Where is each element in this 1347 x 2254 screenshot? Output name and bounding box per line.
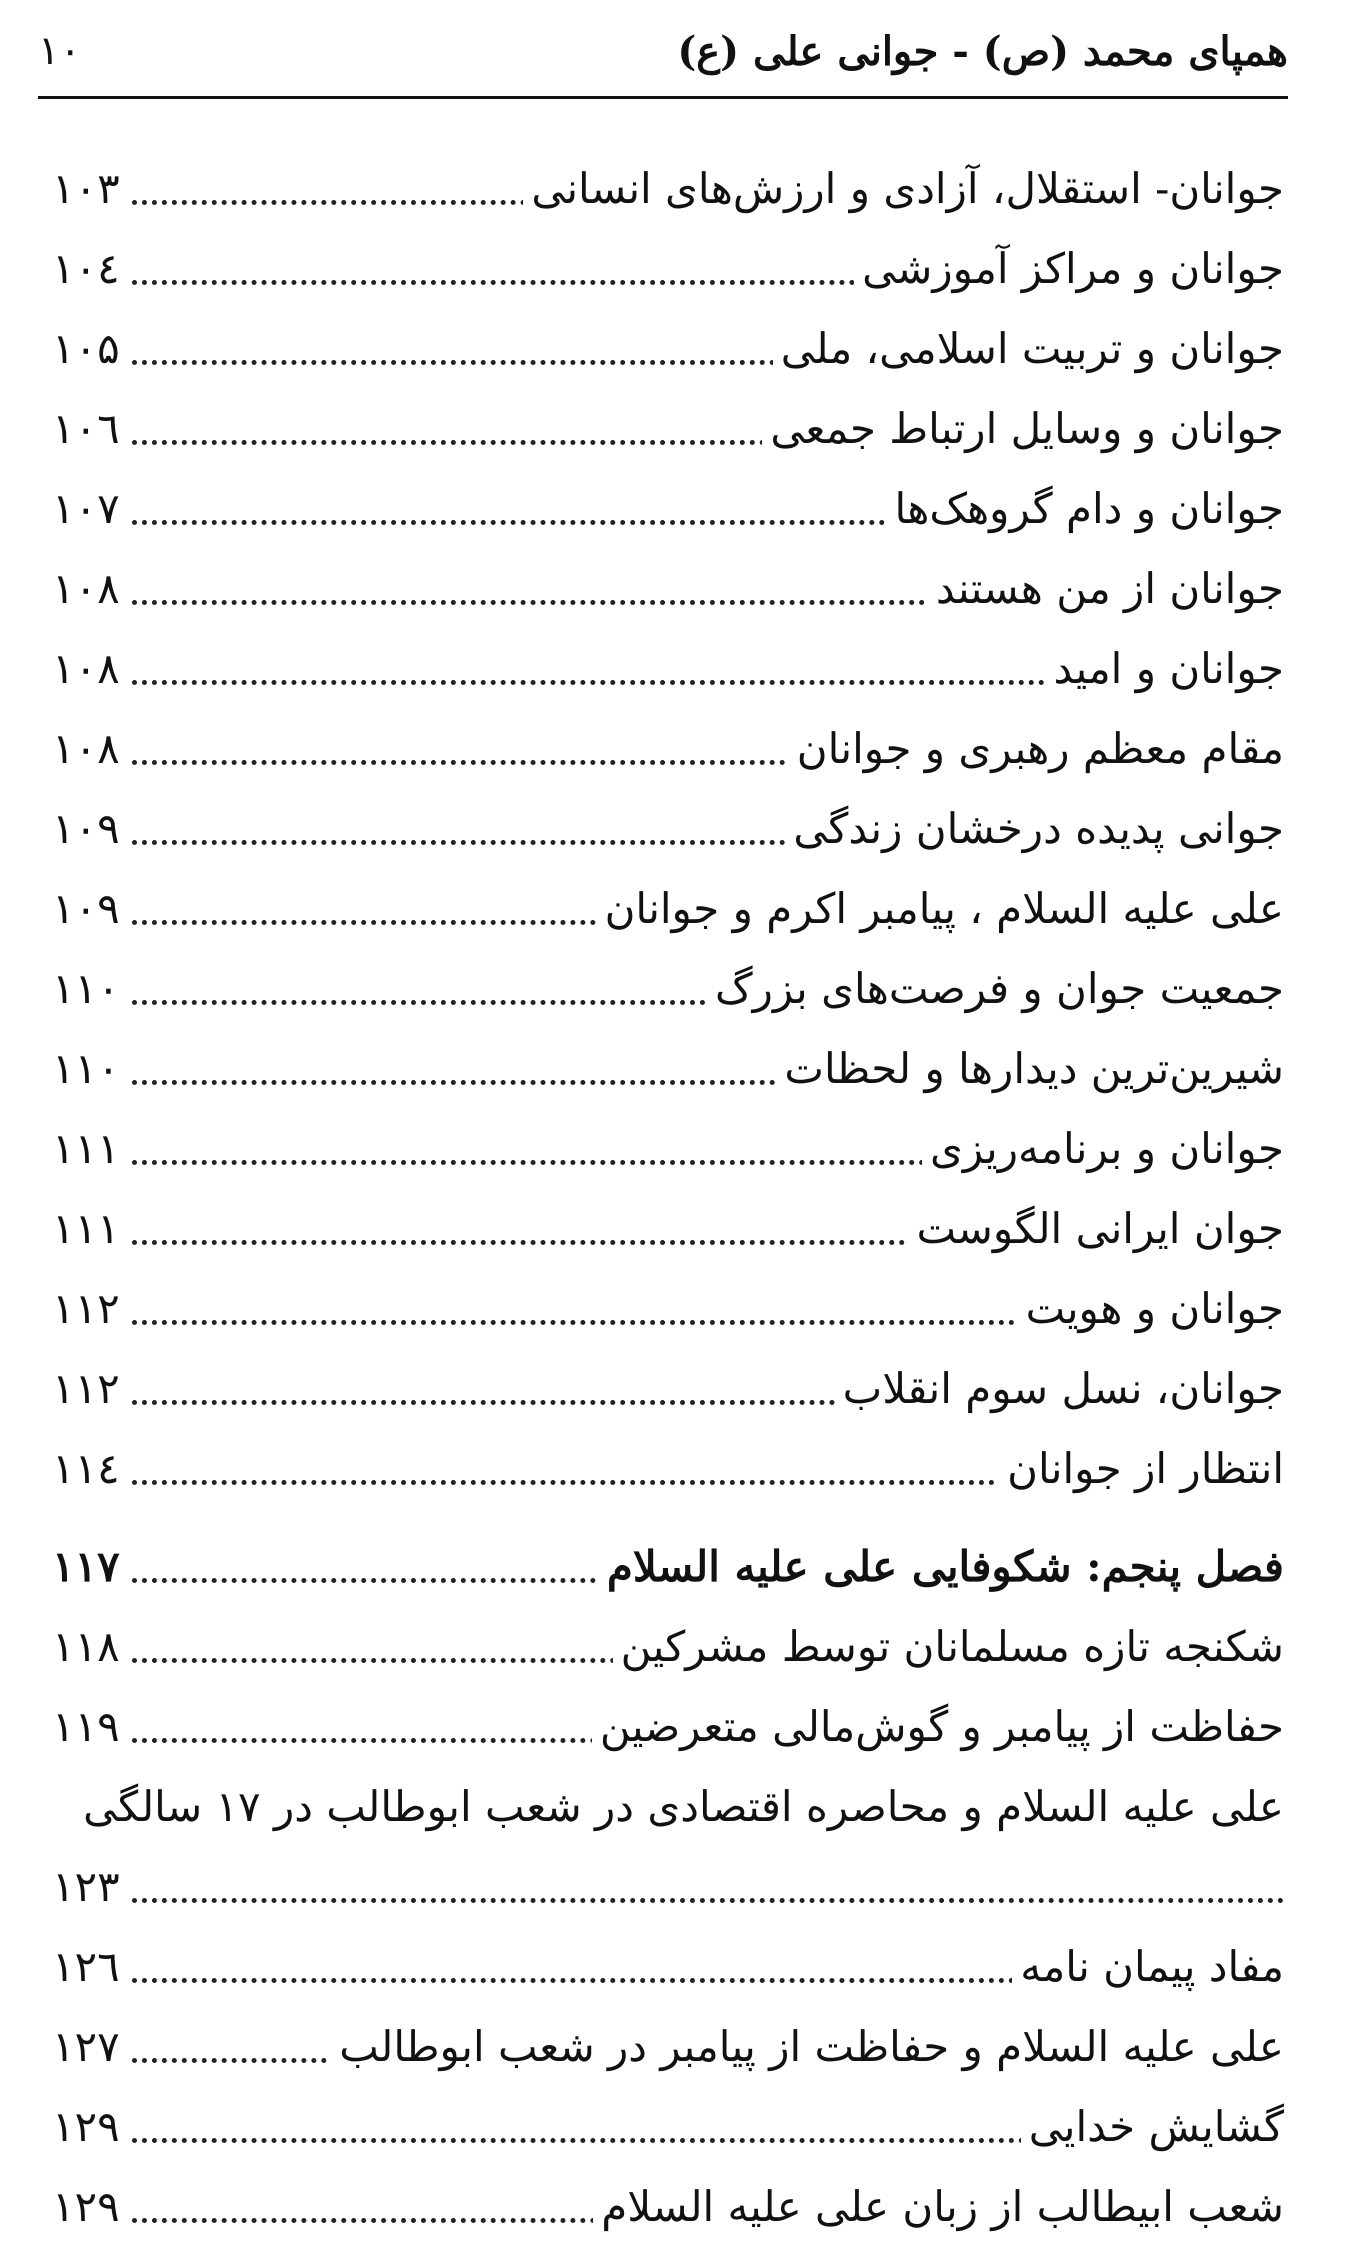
toc-entry-title: شکنجه تازه مسلمانان توسط مشرکین (613, 1622, 1284, 1672)
toc-entry-page: ۱۰۹ (52, 884, 126, 934)
toc-entry-page: ۱۰٤ (52, 244, 126, 294)
toc-entry-page: ۱۱۱ (52, 1204, 126, 1254)
toc-chapter-page: ۱۱۷ (52, 1542, 126, 1592)
dot-leader (132, 1898, 1284, 1903)
toc-entry-page: ۱۰۸ (52, 644, 126, 694)
toc-entry[interactable] (52, 1768, 1284, 1928)
page-number: ۱۰ (38, 28, 81, 74)
toc-chapter-heading[interactable] (52, 1528, 1284, 1608)
toc-entry[interactable] (52, 630, 1284, 710)
toc-entry[interactable] (52, 710, 1284, 790)
toc-entry[interactable] (52, 1030, 1284, 1110)
running-header-title: همپای محمد (ص) - جوانی علی (ع) (677, 28, 1288, 75)
toc-entry-page: ۱۰۳ (52, 164, 126, 214)
toc-entry-page: ۱۱۰ (52, 964, 126, 1014)
toc-entry-title: مفاد پیمان نامه (1012, 1942, 1284, 1992)
toc-entry-title: جوان ایرانی الگوست (908, 1204, 1284, 1254)
toc-entry[interactable] (52, 2168, 1284, 2248)
toc-entry-title: جوانان و برنامه‌ریزی (922, 1124, 1284, 1174)
toc-entry[interactable] (52, 150, 1284, 230)
toc-entry[interactable] (52, 1608, 1284, 1688)
toc-entry[interactable] (52, 1688, 1284, 1768)
toc-entry[interactable] (52, 2008, 1284, 2088)
toc-entry-page: ۱۰۵ (52, 324, 126, 374)
toc-entry-page: ۱۱۸ (52, 1622, 126, 1672)
toc-entry-page: ۱۲۳ (52, 1862, 126, 1912)
toc-entry-title: جوانان- استقلال، آزادی و ارزش‌های انسانی (523, 164, 1284, 214)
header-divider (38, 96, 1288, 99)
toc-entry-title: جوانان و دام گروهک‌ها (886, 484, 1284, 534)
toc-entry[interactable] (52, 470, 1284, 550)
toc-entry-page: ۱۲٦ (52, 1942, 126, 1992)
toc-entry-title: گشایش خدایی (1021, 2102, 1284, 2152)
toc-entry-title: حفاظت از پیامبر و گوش‌مالی متعرضین (592, 1702, 1284, 1752)
toc-entry-title: جوانان و تربیت اسلامی، ملی (773, 324, 1284, 374)
toc-entry-page: ۱۱۰ (52, 1044, 126, 1094)
toc-entry[interactable] (52, 1350, 1284, 1430)
toc-entry-page: ۱۰۷ (52, 484, 126, 534)
toc-entry-title: جوانان و مراکز آموزشی (854, 244, 1284, 294)
toc-entry[interactable] (52, 390, 1284, 470)
toc-entry-page: ۱۰۸ (52, 724, 126, 774)
toc-entry[interactable] (52, 1270, 1284, 1350)
toc-entry-title: علی علیه السلام و محاصره اقتصادی در شعب ابوطالب در ۱۷ سالگی (75, 1782, 1284, 1832)
toc-entry[interactable] (52, 1190, 1284, 1270)
toc-entry-title: جمعیت جوان و فرصت‌های بزرگ (707, 964, 1284, 1014)
toc-entry[interactable] (52, 230, 1284, 310)
toc-entry-title: انتظار از جوانان (999, 1444, 1284, 1494)
toc-entry-page: ۱۰٦ (52, 404, 126, 454)
toc-entry[interactable] (52, 2088, 1284, 2168)
toc-entry-title: جوانی پدیده درخشان زندگی (785, 804, 1284, 854)
toc-entry[interactable] (52, 790, 1284, 870)
toc-entry[interactable] (52, 1928, 1284, 2008)
toc-entry-title: مقام معظم رهبری و جوانان (789, 724, 1284, 774)
toc-entry-title: جوانان از من هستند (928, 564, 1284, 614)
toc-entry-page: ۱۲۹ (52, 2102, 126, 2152)
toc-entry-page: ۱۲۹ (52, 2182, 126, 2232)
toc-entry-page: ۱۱۲ (52, 1364, 126, 1414)
toc-chapter-title: فصل پنجم: شکوفایی علی علیه السلام (599, 1542, 1284, 1592)
toc-entry-title: جوانان و وسایل ارتباط جمعی (762, 404, 1284, 454)
toc-entry[interactable] (52, 1110, 1284, 1190)
toc-entry-page: ۱۱٤ (52, 1444, 126, 1494)
toc-entry-title: شعب ابیطالب از زبان علی علیه السلام (593, 2182, 1284, 2232)
toc-entry[interactable] (52, 550, 1284, 630)
toc-entry-title: شیرین‌ترین دیدارها و لحظات (776, 1044, 1284, 1094)
toc-entry-title: علی علیه السلام و حفاظت از پیامبر در شعب ابوطالب (331, 2022, 1284, 2072)
table-of-contents (52, 150, 1284, 2248)
toc-entry[interactable] (52, 1430, 1284, 1510)
toc-entry-title: جوانان و هویت (1018, 1284, 1284, 1334)
toc-entry-page: ۱۱۲ (52, 1284, 126, 1334)
toc-entry-page: ۱۰۸ (52, 564, 126, 614)
toc-entry-page: ۱۲۷ (52, 2022, 126, 2072)
toc-entry-title: جوانان و امید (1045, 644, 1284, 694)
running-header (38, 22, 1288, 90)
toc-entry-title: علی علیه السلام ، پیامبر اکرم و جوانان (597, 884, 1284, 934)
toc-entry-title: جوانان، نسل سوم انقلاب (835, 1364, 1284, 1414)
toc-entry-page: ۱۰۹ (52, 804, 126, 854)
toc-entry[interactable] (52, 870, 1284, 950)
toc-entry-page: ۱۱۱ (52, 1124, 126, 1174)
toc-entry-page: ۱۱۹ (52, 1702, 126, 1752)
toc-entry[interactable] (52, 310, 1284, 390)
toc-entry[interactable] (52, 950, 1284, 1030)
